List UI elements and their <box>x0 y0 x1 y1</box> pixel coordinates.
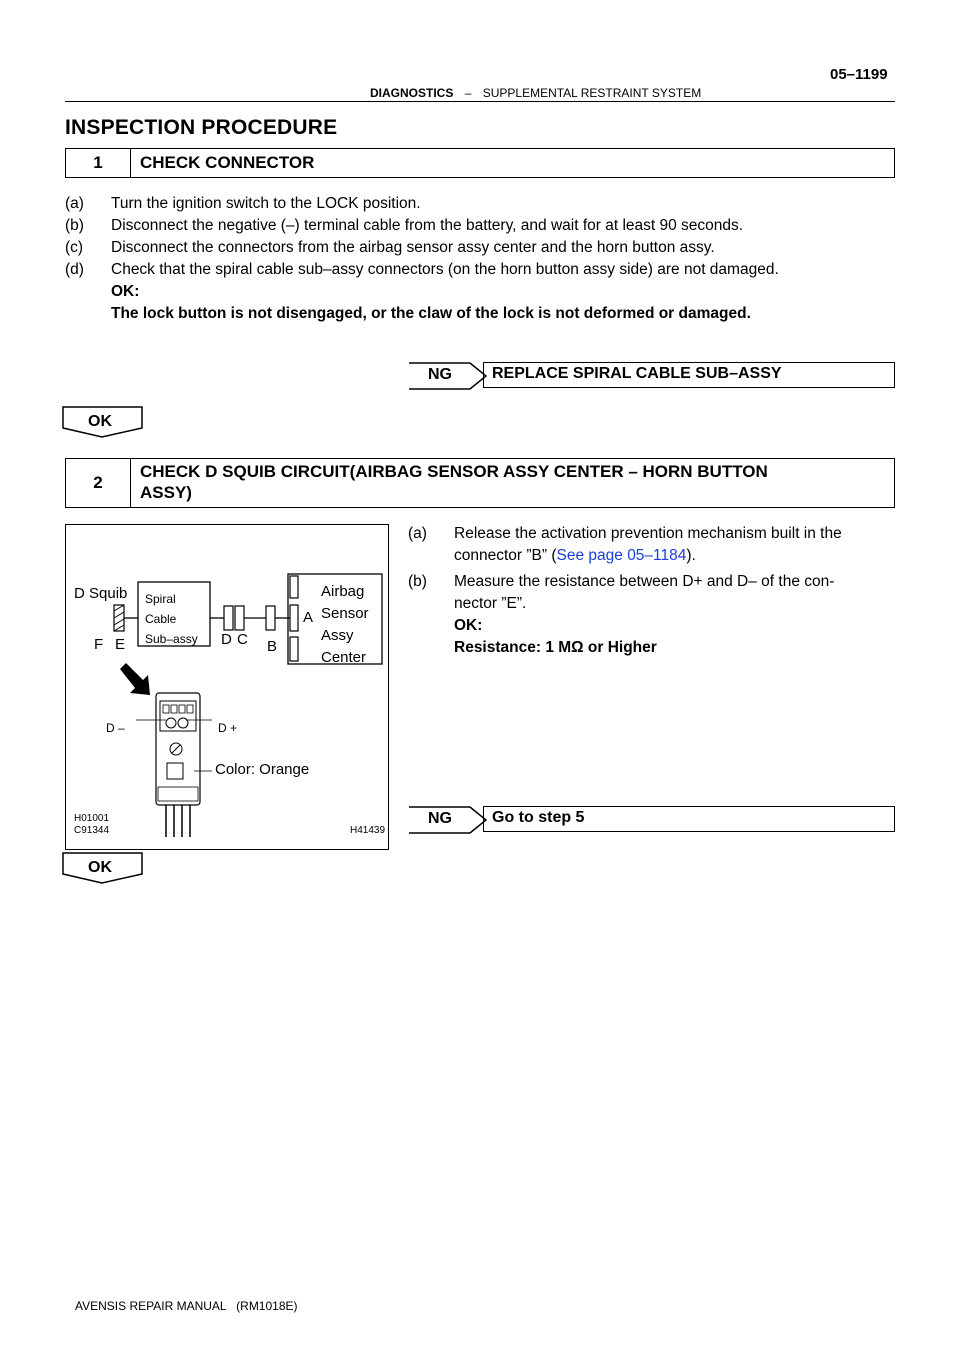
label-d-squib: D Squib <box>74 585 128 602</box>
label-color: Color: Orange <box>215 761 310 778</box>
footer: AVENSIS REPAIR MANUAL (RM1018E) <box>75 1299 298 1313</box>
step-2-title: CHECK D SQUIB CIRCUIT(AIRBAG SENSOR ASSY CENTER – HORN BUTTON ASSY) <box>140 462 768 502</box>
ng-label-1: NG <box>428 366 452 383</box>
label-f: F <box>94 636 104 653</box>
step-1-title: CHECK CONNECTOR <box>140 153 315 172</box>
label-b: B <box>267 638 278 655</box>
figure-code-1: H01001 <box>74 813 110 824</box>
label-d-plus: D + <box>218 721 238 735</box>
step-2-item-a-cont: connector ”B” (See page 05–1184). <box>454 547 696 564</box>
section-name: DIAGNOSTICS <box>370 86 454 100</box>
label-d-minus: D – <box>106 721 125 735</box>
label-airbag-sensor: Airbag Sensor Assy Center <box>321 583 369 666</box>
section-header <box>370 86 701 100</box>
ng-action-1: REPLACE SPIRAL CABLE SUB–ASSY <box>483 362 895 388</box>
step-1-number: 1 <box>66 149 131 177</box>
ok-tag-1-label: OK <box>88 413 112 430</box>
diagram-graphics <box>66 525 388 849</box>
page-number: 05–1199 <box>830 66 888 83</box>
page-title: INSPECTION PROCEDURE <box>65 116 338 139</box>
label-a: A <box>303 609 314 626</box>
step-1-box <box>65 148 895 178</box>
connector-diagram <box>65 524 389 850</box>
ng-action-2: Go to step 5 <box>483 806 895 832</box>
ng-label-2: NG <box>428 810 452 827</box>
step-1-ok-text: The lock button is not disengaged, or the claw of the lock is not deformed or damaged. <box>111 305 751 322</box>
see-page-link[interactable]: See page 05–1184 <box>556 547 687 564</box>
subsection-name: SUPPLEMENTAL RESTRAINT SYSTEM <box>482 86 702 100</box>
label-d: D <box>221 631 232 648</box>
step-2-item-b-cont: nector ”E”. <box>454 595 527 612</box>
step-2-box <box>65 458 895 508</box>
step-2-ok-label: OK: <box>454 617 483 634</box>
step-2-ok-text: Resistance: 1 MΩ or Higher <box>454 639 657 656</box>
label-spiral-cable: Spiral Cable Sub–assy <box>145 592 198 646</box>
label-e: E <box>115 636 126 653</box>
figure-code-3: H41439 <box>350 825 386 836</box>
label-c: C <box>237 631 248 648</box>
step-2-number: 2 <box>66 459 131 507</box>
step-1-ok-label: OK: <box>111 283 140 300</box>
ok-tag-2-label: OK <box>88 859 112 876</box>
figure-code-2: C91344 <box>74 825 110 836</box>
header-rule <box>65 101 895 102</box>
section-separator: – <box>464 86 472 100</box>
